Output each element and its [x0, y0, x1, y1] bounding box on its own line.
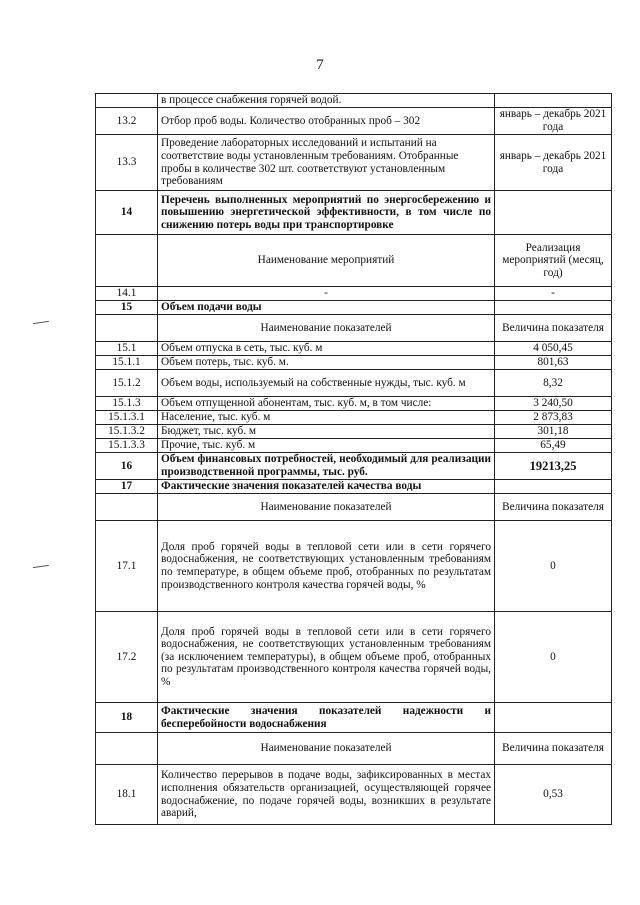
row-number: 17.1 [96, 521, 158, 612]
table-row [96, 703, 612, 733]
row-number: 17.2 [96, 612, 158, 703]
table-row [96, 453, 612, 480]
table-row [96, 494, 612, 521]
row-number: 15.1 [96, 342, 158, 356]
row-number: 15.1.3.2 [96, 425, 158, 439]
report-table [95, 93, 612, 825]
row-value [495, 480, 612, 494]
column-header: Наименование показателей [158, 315, 495, 342]
row-number: 15.1.2 [96, 370, 158, 397]
table-row [96, 521, 612, 612]
row-value: 0 [495, 612, 612, 703]
page-number: 7 [316, 57, 324, 73]
table-row [96, 108, 612, 135]
row-text: Фактические значения показателей надежности и бесперебойности водоснабжения [158, 703, 495, 733]
row-value: - [495, 287, 612, 301]
column-header: Наименование мероприятий [158, 235, 495, 287]
row-text: Объем подачи воды [158, 301, 495, 315]
table-row [96, 439, 612, 453]
row-number: 17 [96, 480, 158, 494]
row-text: Доля проб горячей воды в тепловой сети или в сети горячего водоснабжения, не соответствующих установленным требованиям по температуре, в общем объеме проб, отобранных по результатам производственного контроля качества горячей воды, % [158, 521, 495, 612]
row-number: 13.3 [96, 135, 158, 191]
row-number: 14 [96, 191, 158, 235]
table-row [96, 356, 612, 370]
row-number [96, 235, 158, 287]
table-row [96, 191, 612, 235]
row-text: Проведение лабораторных исследований и испытаний на соответствие воды установленным требованиям. Отобранные пробы в количестве 302 шт. соответствуют установленным требованиям [158, 135, 495, 191]
column-header: Величина показателя [495, 315, 612, 342]
column-header: Реализация мероприятий (месяц, год) [495, 235, 612, 287]
row-text: Бюджет, тыс. куб. м [158, 425, 495, 439]
table-row [96, 235, 612, 287]
column-header: Наименование показателей [158, 494, 495, 521]
row-number [96, 315, 158, 342]
row-text: Объем отпуска в сеть, тыс. куб. м [158, 342, 495, 356]
row-text: Объем потерь, тыс. куб. м. [158, 356, 495, 370]
row-text: Объем отпущенной абонентам, тыс. куб. м, в том числе: [158, 397, 495, 411]
row-text: Отбор проб воды. Количество отобранных проб – 302 [158, 108, 495, 135]
row-text: в процессе снабжения горячей водой. [158, 94, 495, 108]
row-value: 801,63 [495, 356, 612, 370]
row-value: январь – декабрь 2021 года [495, 108, 612, 135]
table-row [96, 315, 612, 342]
table-row [96, 765, 612, 825]
row-value [495, 94, 612, 108]
row-value: 2 873,83 [495, 411, 612, 425]
row-number: 18 [96, 703, 158, 733]
row-value: 65,49 [495, 439, 612, 453]
row-value: 19213,25 [495, 453, 612, 480]
row-value: 0 [495, 521, 612, 612]
column-header: Величина показателя [495, 733, 612, 765]
table-row [96, 287, 612, 301]
row-text: Население, тыс. куб. м [158, 411, 495, 425]
table-row [96, 370, 612, 397]
table-row [96, 397, 612, 411]
row-value: 3 240,50 [495, 397, 612, 411]
row-text: Объем финансовых потребностей, необходимый для реализации производственной программы, тыс. руб. [158, 453, 495, 480]
row-number: 18.1 [96, 765, 158, 825]
row-text: Перечень выполненных мероприятий по энергосбережению и повышению энергетической эффективности, в том числе по снижению потерь воды при транспортировке [158, 191, 495, 235]
row-value [495, 301, 612, 315]
row-number: 15.1.3 [96, 397, 158, 411]
row-number: 15 [96, 301, 158, 315]
table-row [96, 342, 612, 356]
row-value: январь – декабрь 2021 года [495, 135, 612, 191]
table-row [96, 480, 612, 494]
row-value: 4 050,45 [495, 342, 612, 356]
row-text: Объем воды, используемый на собственные нужды, тыс. куб. м [158, 370, 495, 397]
column-header: Величина показателя [495, 494, 612, 521]
row-number: 15.1.3.3 [96, 439, 158, 453]
table-row [96, 94, 612, 108]
row-number [96, 733, 158, 765]
table-row [96, 733, 612, 765]
row-text: - [158, 287, 495, 301]
row-number [96, 494, 158, 521]
row-value [495, 191, 612, 235]
row-text: Прочие, тыс. куб. м [158, 439, 495, 453]
table-row [96, 612, 612, 703]
table-row [96, 301, 612, 315]
row-number: 13.2 [96, 108, 158, 135]
column-header: Наименование показателей [158, 733, 495, 765]
row-text: Доля проб горячей воды в тепловой сети или в сети горячего водоснабжения, не соответствующих установленным требованиям (за исключением температуры), в общем объеме проб, отобранных по результатам производственного контроля качества горячей воды, % [158, 612, 495, 703]
row-number [96, 94, 158, 108]
table-row [96, 425, 612, 439]
row-number: 14.1 [96, 287, 158, 301]
row-value [495, 703, 612, 733]
margin-mark [33, 321, 49, 326]
row-value: 0,53 [495, 765, 612, 825]
row-value: 8,32 [495, 370, 612, 397]
row-number: 15.1.1 [96, 356, 158, 370]
row-number: 16 [96, 453, 158, 480]
margin-mark [33, 565, 49, 570]
table-row [96, 411, 612, 425]
table-row [96, 135, 612, 191]
row-number: 15.1.3.1 [96, 411, 158, 425]
row-value: 301,18 [495, 425, 612, 439]
row-text: Фактические значения показателей качества воды [158, 480, 495, 494]
row-text: Количество перерывов в подаче воды, зафиксированных в местах исполнения обязательств организацией, осуществляющей горячее водоснабжение, по подаче горячей воды, возникших в результате аварий, [158, 765, 495, 825]
